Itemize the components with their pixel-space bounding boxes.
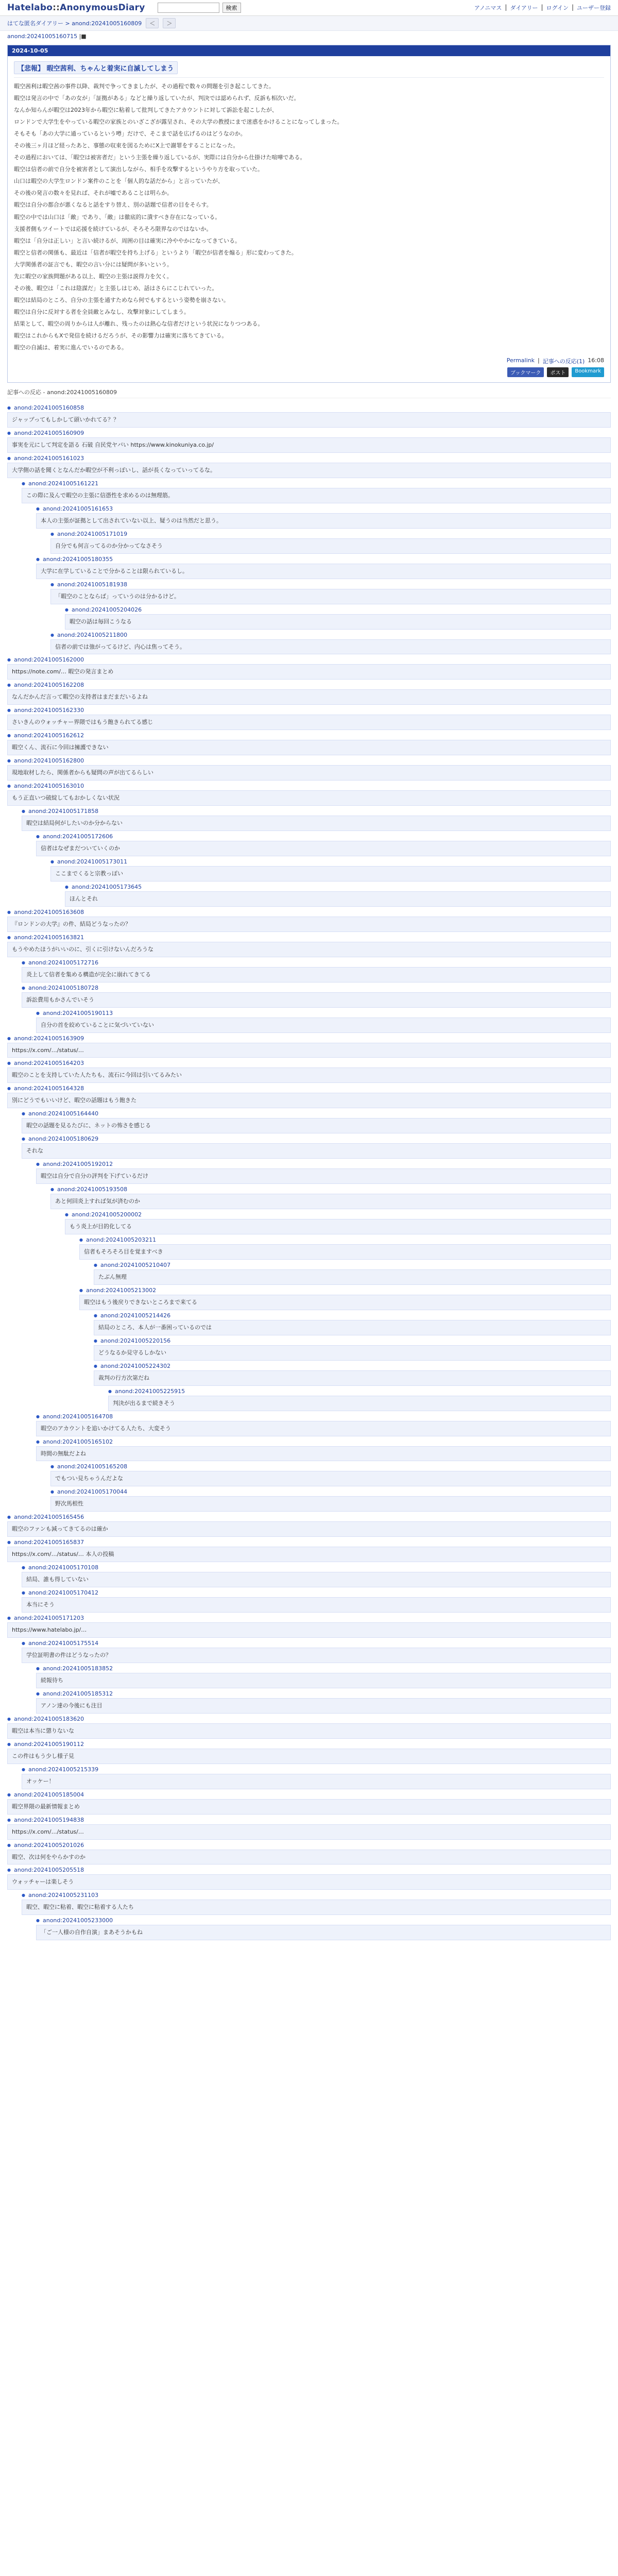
reply-id[interactable]: ● anond:20241005160858 (7, 404, 611, 411)
reply-id[interactable]: ● anond:20241005193508 (50, 1186, 611, 1193)
search-input[interactable] (158, 3, 219, 13)
reply (7, 1817, 611, 1840)
reply (7, 1842, 611, 1865)
reply-id[interactable]: ● anond:20241005185312 (36, 1690, 611, 1697)
reply-id[interactable]: ● anond:20241005172606 (36, 833, 611, 840)
reply-text: 「ご一人様の自作自演」まあそうかもね (36, 1925, 611, 1940)
reply-id[interactable]: ● anond:20241005162800 (7, 757, 611, 764)
reply (7, 1716, 611, 1739)
reply-id[interactable]: ● anond:20241005165102 (36, 1438, 611, 1445)
reply (7, 1060, 611, 1083)
reply-id[interactable]: ● anond:20241005163010 (7, 783, 611, 789)
reply-text: 信者もそろそろ目を覚ますべき (79, 1244, 611, 1260)
reply (22, 480, 611, 503)
reply (65, 606, 611, 630)
reply (7, 757, 611, 781)
site-logo[interactable] (7, 3, 145, 13)
reply (94, 1337, 611, 1361)
reply-id[interactable]: ● anond:20241005173011 (50, 858, 611, 865)
reply-text: さいきんのウォッチャー界隈ではもう飽きられてる感じ (7, 715, 611, 730)
reply-text: それな (22, 1143, 611, 1159)
reply-id[interactable]: ● anond:20241005161023 (7, 455, 611, 462)
reply-id[interactable]: ● anond:20241005171858 (22, 808, 611, 815)
reply-id[interactable]: ● anond:20241005213002 (79, 1287, 611, 1294)
reply-id[interactable]: ● anond:20241005165837 (7, 1539, 611, 1546)
reply-id[interactable]: ● anond:20241005210407 (94, 1262, 611, 1268)
reply-id[interactable]: ● anond:20241005211800 (50, 632, 611, 638)
reply-id[interactable]: ● anond:20241005181938 (50, 581, 611, 588)
reply (36, 505, 611, 529)
reply (50, 1488, 611, 1512)
reply-text: 学位証明書の件はどうなったの？ (22, 1648, 611, 1663)
reply-id[interactable]: ● anond:20241005190113 (36, 1010, 611, 1016)
reply-text: 暇空は本当に懲りないな (7, 1723, 611, 1739)
reply (7, 1791, 611, 1815)
reply-text: 裁判の行方次第だね (94, 1370, 611, 1386)
reply (94, 1312, 611, 1335)
reply-text: アノン達の今後にも注目 (36, 1698, 611, 1714)
subnav (0, 31, 618, 42)
reply-text: 結局のところ、本人が一番困っているのでは (94, 1320, 611, 1335)
reply (7, 1741, 611, 1764)
reply-id[interactable]: ● anond:20241005164328 (7, 1085, 611, 1092)
reply-id[interactable]: ● anond:20241005163909 (7, 1035, 611, 1042)
reply (36, 833, 611, 856)
article-paragraph: ロンドンで大学生をやっている暇空の家族とのいざこざが露呈され、その大学の教授にまで迷惑をかけることになってしまった。 (14, 118, 343, 126)
reply-id[interactable]: ● anond:20241005180728 (22, 985, 611, 991)
search-button[interactable]: 検索 (222, 3, 241, 13)
reply-id[interactable]: ● anond:20241005170412 (22, 1589, 611, 1596)
reply-id[interactable]: ● anond:20241005171019 (50, 531, 611, 537)
reply-text: なんだかんだ言って暇空の支持者はまだまだいるよね (7, 689, 611, 705)
reply-id[interactable]: ● anond:20241005180355 (36, 556, 611, 563)
reply-id[interactable]: ● anond:20241005225915 (108, 1388, 611, 1395)
reply-text: 暇空のアカウントを追いかけてる人たち、大変そう (36, 1421, 611, 1436)
reply-id[interactable]: ● anond:20241005162330 (7, 707, 611, 714)
share-button[interactable]: ポスト (547, 367, 569, 377)
reply-id[interactable]: ● anond:20241005172716 (22, 959, 611, 966)
reply-text: https://x.com/…/status/… 本人の投稿 (7, 1547, 611, 1562)
reply-text: https://x.com/…/status/… (7, 1043, 611, 1058)
reply (7, 404, 611, 428)
reply-id[interactable]: ● anond:20241005163608 (7, 909, 611, 916)
reply-id[interactable]: ● anond:20241005164708 (36, 1413, 611, 1420)
article-paragraph: 結果として、暇空の周りからは人が離れ、残ったのは熱心な信者だけという状況になりつつある。 (14, 320, 264, 327)
reply-text: 判決が出るまで続きそう (108, 1396, 611, 1411)
reply (7, 682, 611, 705)
article-paragraph: 暇空茜利は暇空茜の事件以降、裁判で争ってきましたが、その過程で数々の問題を引き起こしてきた。 (14, 83, 274, 90)
reply-id[interactable]: ● anond:20241005162000 (7, 656, 611, 663)
replies-list (0, 400, 618, 1955)
permalink-link[interactable]: Permalink (506, 357, 535, 364)
header-link[interactable]: ログイン (546, 5, 569, 11)
reply-text: ほんとそれ (65, 891, 611, 907)
reply-id[interactable]: ● anond:20241005224302 (94, 1363, 611, 1369)
reply-id[interactable]: ● anond:20241005164203 (7, 1060, 611, 1066)
reply-id[interactable]: ● anond:20241005203211 (79, 1236, 611, 1243)
reply-text: もう炎上が目的化してる (65, 1219, 611, 1234)
reply-text: 続報待ち (36, 1673, 611, 1688)
reply (79, 1236, 611, 1260)
header-sep: | (571, 4, 574, 11)
brand-left: Hatelabo (7, 3, 53, 13)
reply-text: 信者はなぜまだついていくのか (36, 841, 611, 856)
reply-text: もう正直いつ破綻してもおかしくない状況 (7, 790, 611, 806)
reply-text: 結局、誰も得していない (22, 1572, 611, 1587)
reply-text: 暇空の話は毎回こうなる (65, 614, 611, 630)
article-paragraph: その後、暇空は「これは陰謀だ」と主張しはじめ、話はさらにこじれていった。 (14, 284, 218, 292)
reply-text: ジャップってもしかして頭いかれてる？？ (7, 412, 611, 428)
reply-text: 本人の主張が証拠として出されていない以上、疑うのは当然だと思う。 (36, 513, 611, 529)
reply-text: 暇空のファンも減ってきてるのは確か (7, 1521, 611, 1537)
subnav-tail: |■ (79, 33, 87, 40)
article-paragraph: その後の発言の数々を見れば、それが嘘であることは明らか。 (14, 190, 173, 197)
reply (7, 1514, 611, 1537)
reply (7, 1539, 611, 1562)
reply-text: 暇空のことを支持していた人たちも、流石に今回は引いてるみたい (7, 1067, 611, 1083)
reply (36, 1161, 611, 1184)
share-button[interactable]: Bookmark (572, 367, 604, 377)
reply-id[interactable]: ● anond:20241005170108 (22, 1564, 611, 1571)
reply-text: 暇空、次は何をやらかすのか (7, 1850, 611, 1865)
reply-text: 訴訟費用もかさんでいそう (22, 992, 611, 1008)
reply-id[interactable]: ● anond:20241005165208 (50, 1463, 611, 1470)
reply-text: 『ロンドンの大学』の件、結局どうなったの？ (7, 917, 611, 932)
article-paragraph: 暇空は発言の中で「あの女が」「証拠がある」などと繰り返していたが、判決では認められず、反訴も相次いだ。 (14, 95, 300, 102)
reply-text: もうやめたほうがいいのに、引くに引けないんだろうな (7, 942, 611, 957)
article-paragraph: 暇空の自滅は、着実に進んでいるのである。 (14, 344, 127, 351)
reply (22, 985, 611, 1008)
reply (22, 1564, 611, 1587)
reply (50, 581, 611, 604)
reply (7, 783, 611, 806)
reply-text: 暇空くん、流石に今回は擁護できない (7, 740, 611, 755)
article-title[interactable] (14, 61, 604, 74)
reply-text: どうなるか見守るしかない (94, 1345, 611, 1361)
reply (65, 884, 611, 907)
reply-id[interactable]: ● anond:20241005194838 (7, 1817, 611, 1823)
reply (79, 1287, 611, 1310)
prev-button[interactable]: ＜ (146, 18, 159, 28)
reply-text: 暇空は自分で自分の評判を下げているだけ (36, 1168, 611, 1184)
reply-text: 本当にそう (22, 1597, 611, 1613)
reply-id[interactable]: ● anond:20241005164440 (22, 1110, 611, 1117)
reply-text: https://x.com/…/status/… (7, 1824, 611, 1840)
reply (50, 1186, 611, 1209)
search-area (158, 3, 241, 13)
reply (50, 531, 611, 554)
reply-text: 「暇空のことならば」っていうのは分かるけど。 (50, 589, 611, 604)
reply (7, 455, 611, 478)
reply (22, 959, 611, 982)
brand-separator: :: (53, 3, 60, 13)
reply (36, 1010, 611, 1033)
reply-text: 暇空界隈の最新情報まとめ (7, 1799, 611, 1815)
reply-id[interactable]: ● anond:20241005192012 (36, 1161, 611, 1167)
reply (36, 556, 611, 579)
reply-id[interactable]: ● anond:20241005171203 (7, 1615, 611, 1621)
reply (22, 1640, 611, 1663)
reply (65, 1211, 611, 1234)
reply-id[interactable]: ● anond:20241005180629 (22, 1136, 611, 1142)
replies-header: 記事への反応 - anond:20241005160809 (7, 388, 611, 398)
article-paragraph: 山口は暇空の大学生ロンドン案件のことを「個人的な話だから」と言っていたが、 (14, 178, 224, 185)
reply (7, 909, 611, 932)
reply (22, 1589, 611, 1613)
reply (7, 1085, 611, 1108)
reply-text: あと何回炎上すれば気が済むのか (50, 1194, 611, 1209)
reply (7, 934, 611, 957)
reply (36, 1917, 611, 1940)
reply (36, 1438, 611, 1462)
reply-id[interactable]: ● anond:20241005200002 (65, 1211, 611, 1218)
reply (50, 858, 611, 882)
article (7, 45, 611, 383)
article-paragraph: その過程においては、「暇空は被害者だ」という主張を繰り返しているが、実際には自分から仕掛けた喧嘩である。 (14, 154, 306, 161)
breadcrumb-link[interactable]: はてな匿名ダイアリー > anond:20241005160809 (7, 20, 142, 27)
article-paragraph: 暇空は結局のところ、自分の主張を通すためなら何でもするという姿勢を崩さない。 (14, 296, 229, 303)
header-link[interactable]: ユーザー登録 (577, 5, 611, 11)
breadcrumb (0, 16, 618, 31)
share-buttons (14, 367, 604, 377)
reply-id[interactable]: ● anond:20241005183620 (7, 1716, 611, 1722)
header-sep: | (541, 4, 543, 11)
reply-id[interactable]: ● anond:20241005183852 (36, 1665, 611, 1672)
article-paragraph: 暇空の中では山口は「敵」であり、「敵」は徹底的に潰すべき存在になっている。 (14, 213, 221, 221)
reply-id[interactable]: ● anond:20241005215339 (22, 1766, 611, 1773)
reply-text: https://note.com/… 暇空の発言まとめ (7, 664, 611, 680)
reply-text: 大学側の話を聞くとなんだか暇空が不利っぽいし、話が長くなっていってるな。 (7, 463, 611, 478)
reply-id[interactable]: ● anond:20241005204026 (65, 606, 611, 613)
header-sep: | (505, 4, 507, 11)
reply-text: 信者の前では強がってるけど、内心は焦ってそう。 (50, 639, 611, 655)
site-header (0, 0, 618, 16)
reply-text: 現地取材したら、関係者からも疑問の声が出てるらしい (7, 765, 611, 781)
article-paragraph: 暇空は自分の都合が悪くなると話をすり替え、別の話題で信者の目をそらす。 (14, 201, 212, 209)
header-links (474, 4, 611, 12)
article-paragraph: 暇空は信者の前で自分を被害者として演出しながら、相手を攻撃するというやり方を取っていた。 (14, 166, 263, 173)
reply-text: オッケー！ (22, 1774, 611, 1789)
reply (7, 732, 611, 755)
article-paragraph: 暇空は自分に反対する者を全員敵とみなし、攻撃対象にしてしまう。 (14, 308, 190, 315)
reply-text: 事実を元にして判定を語る 石破 自民党ヤバい https://www.kinokuniya.co.jp/ (7, 437, 611, 453)
reply-id[interactable]: ● anond:20241005173645 (65, 884, 611, 890)
reply-id[interactable]: ● anond:20241005233000 (36, 1917, 611, 1924)
article-paragraph: 先に暇空の家族問題がある以上、暇空の主張は説得力を欠く。 (14, 273, 173, 280)
reply-id[interactable]: ● anond:20241005163821 (7, 934, 611, 941)
reply (22, 1136, 611, 1159)
article-time: 16:08 (588, 357, 604, 364)
reply (7, 1615, 611, 1638)
reply (7, 656, 611, 680)
article-paragraph: 暇空と信者の関係も、最近は「信者が暇空を持ち上げる」というより「暇空が信者を煽る」形に変わってきた。 (14, 249, 297, 256)
trackback-link[interactable]: 記事への反応(1) (542, 358, 585, 365)
reply-id[interactable]: ● anond:20241005175514 (22, 1640, 611, 1647)
subnav-link[interactable]: anond:20241005160715 (7, 33, 78, 40)
reply-text: 炎上して信者を集める構造が完全に崩れてきてる (22, 967, 611, 982)
reply (7, 1867, 611, 1890)
reply (22, 808, 611, 831)
reply (94, 1363, 611, 1386)
reply-id[interactable]: ● anond:20241005185004 (7, 1791, 611, 1798)
reply-text: でもつい見ちゃうんだよな (50, 1471, 611, 1486)
reply-text: https://www.hatelabo.jp/… (7, 1622, 611, 1638)
article-paragraph: 支援者側もツイートでは応援を続けているが、そろそろ限界なのではないか。 (14, 225, 212, 232)
article-paragraph: 暇空はこれからもXで発信を続けるだろうが、その影響力は確実に落ちてきている。 (14, 332, 228, 339)
reply (22, 1892, 611, 1915)
reply (94, 1262, 611, 1285)
article-paragraph: その後三ヶ月ほど経ったあと、事態の収束を図るためにX上で謝罪をすることになった。 (14, 142, 239, 149)
reply (36, 1665, 611, 1688)
header-link[interactable]: ダイアリー (510, 5, 538, 11)
article-paragraph: 大学関係者の証言でも、暇空の言い分には疑問が多いという。 (14, 261, 173, 268)
reply-text: 暇空は結局何がしたいのか分からない (22, 816, 611, 831)
reply-id[interactable]: ● anond:20241005214426 (94, 1312, 611, 1319)
reply-text: 自分の首を絞めていることに気づいていない (36, 1018, 611, 1033)
reply (7, 430, 611, 453)
reply-text: 暇空の話題を見るたびに、ネットの怖さを感じる (22, 1118, 611, 1133)
reply-text: この件はもう少し様子見 (7, 1749, 611, 1764)
reply-text: ここまでくると宗教っぽい (50, 866, 611, 882)
article-title-text: 【悲報】 暇空茜利、ちゃんと着実に自滅してしまう (14, 61, 178, 74)
reply (50, 1463, 611, 1486)
reply-text: 自分でも何言ってるのか分かってなさそう (50, 538, 611, 554)
reply-id[interactable]: ● anond:20241005205518 (7, 1867, 611, 1873)
reply (7, 1035, 611, 1058)
reply-id[interactable]: ● anond:20241005161221 (22, 480, 611, 487)
article-meta (14, 357, 604, 365)
reply-text: 別にどうでもいいけど、暇空の話題はもう飽きた (7, 1093, 611, 1108)
reply (36, 1413, 611, 1436)
reply (7, 707, 611, 730)
brand-right: AnonymousDiary (60, 3, 145, 13)
reply-id[interactable]: ● anond:20241005220156 (94, 1337, 611, 1344)
reply (108, 1388, 611, 1411)
reply-text: 時間の無駄だよね (36, 1446, 611, 1462)
reply-id[interactable]: ● anond:20241005190112 (7, 1741, 611, 1748)
article-date: 2024-10-05 (8, 45, 610, 56)
article-body (14, 77, 604, 352)
reply-text: 野次馬根性 (50, 1496, 611, 1512)
reply-id[interactable]: ● anond:20241005162208 (7, 682, 611, 688)
reply-id[interactable]: ● anond:20241005160909 (7, 430, 611, 436)
next-button[interactable]: ＞ (163, 18, 176, 28)
reply-text: 暇空、暇空に粘着、暇空に粘着する人たち (22, 1900, 611, 1915)
reply-id[interactable]: ● anond:20241005170044 (50, 1488, 611, 1495)
reply (50, 632, 611, 655)
reply (22, 1110, 611, 1133)
header-link[interactable]: アノニマス (474, 5, 502, 11)
reply-id[interactable]: ● anond:20241005231103 (22, 1892, 611, 1899)
reply-id[interactable]: ● anond:20241005201026 (7, 1842, 611, 1849)
reply-text: ウォッチャーは楽しそう (7, 1874, 611, 1890)
article-paragraph: 暇空は「自分は正しい」と言い続けるが、周囲の目は確実に冷ややかになってきている。 (14, 237, 241, 244)
article-paragraph: なんか知らんが暇空は2023年から暇空に粘着して批判してきたアカウントに対して訴訟を起こしたが、 (14, 107, 278, 114)
article-paragraph: そもそも「あの大学に通っているという噂」だけで、そこまで話を広げるのはどうなのか。 (14, 130, 246, 138)
reply-text: 暇空はもう後戻りできないところまで来てる (79, 1295, 611, 1310)
share-button[interactable]: ブックマーク (507, 367, 544, 377)
reply-id[interactable]: ● anond:20241005165456 (7, 1514, 611, 1520)
reply-id[interactable]: ● anond:20241005162612 (7, 732, 611, 739)
reply-text: 大学に在学していることで分かることは限られているし。 (36, 564, 611, 579)
reply (36, 1690, 611, 1714)
reply-text: この際に及んで暇空の主張に信憑性を求めるのは無理筋。 (22, 488, 611, 503)
meta-sep: | (537, 357, 540, 364)
reply (22, 1766, 611, 1789)
reply-id[interactable]: ● anond:20241005161653 (36, 505, 611, 512)
reply-text: たぶん無理 (94, 1269, 611, 1285)
